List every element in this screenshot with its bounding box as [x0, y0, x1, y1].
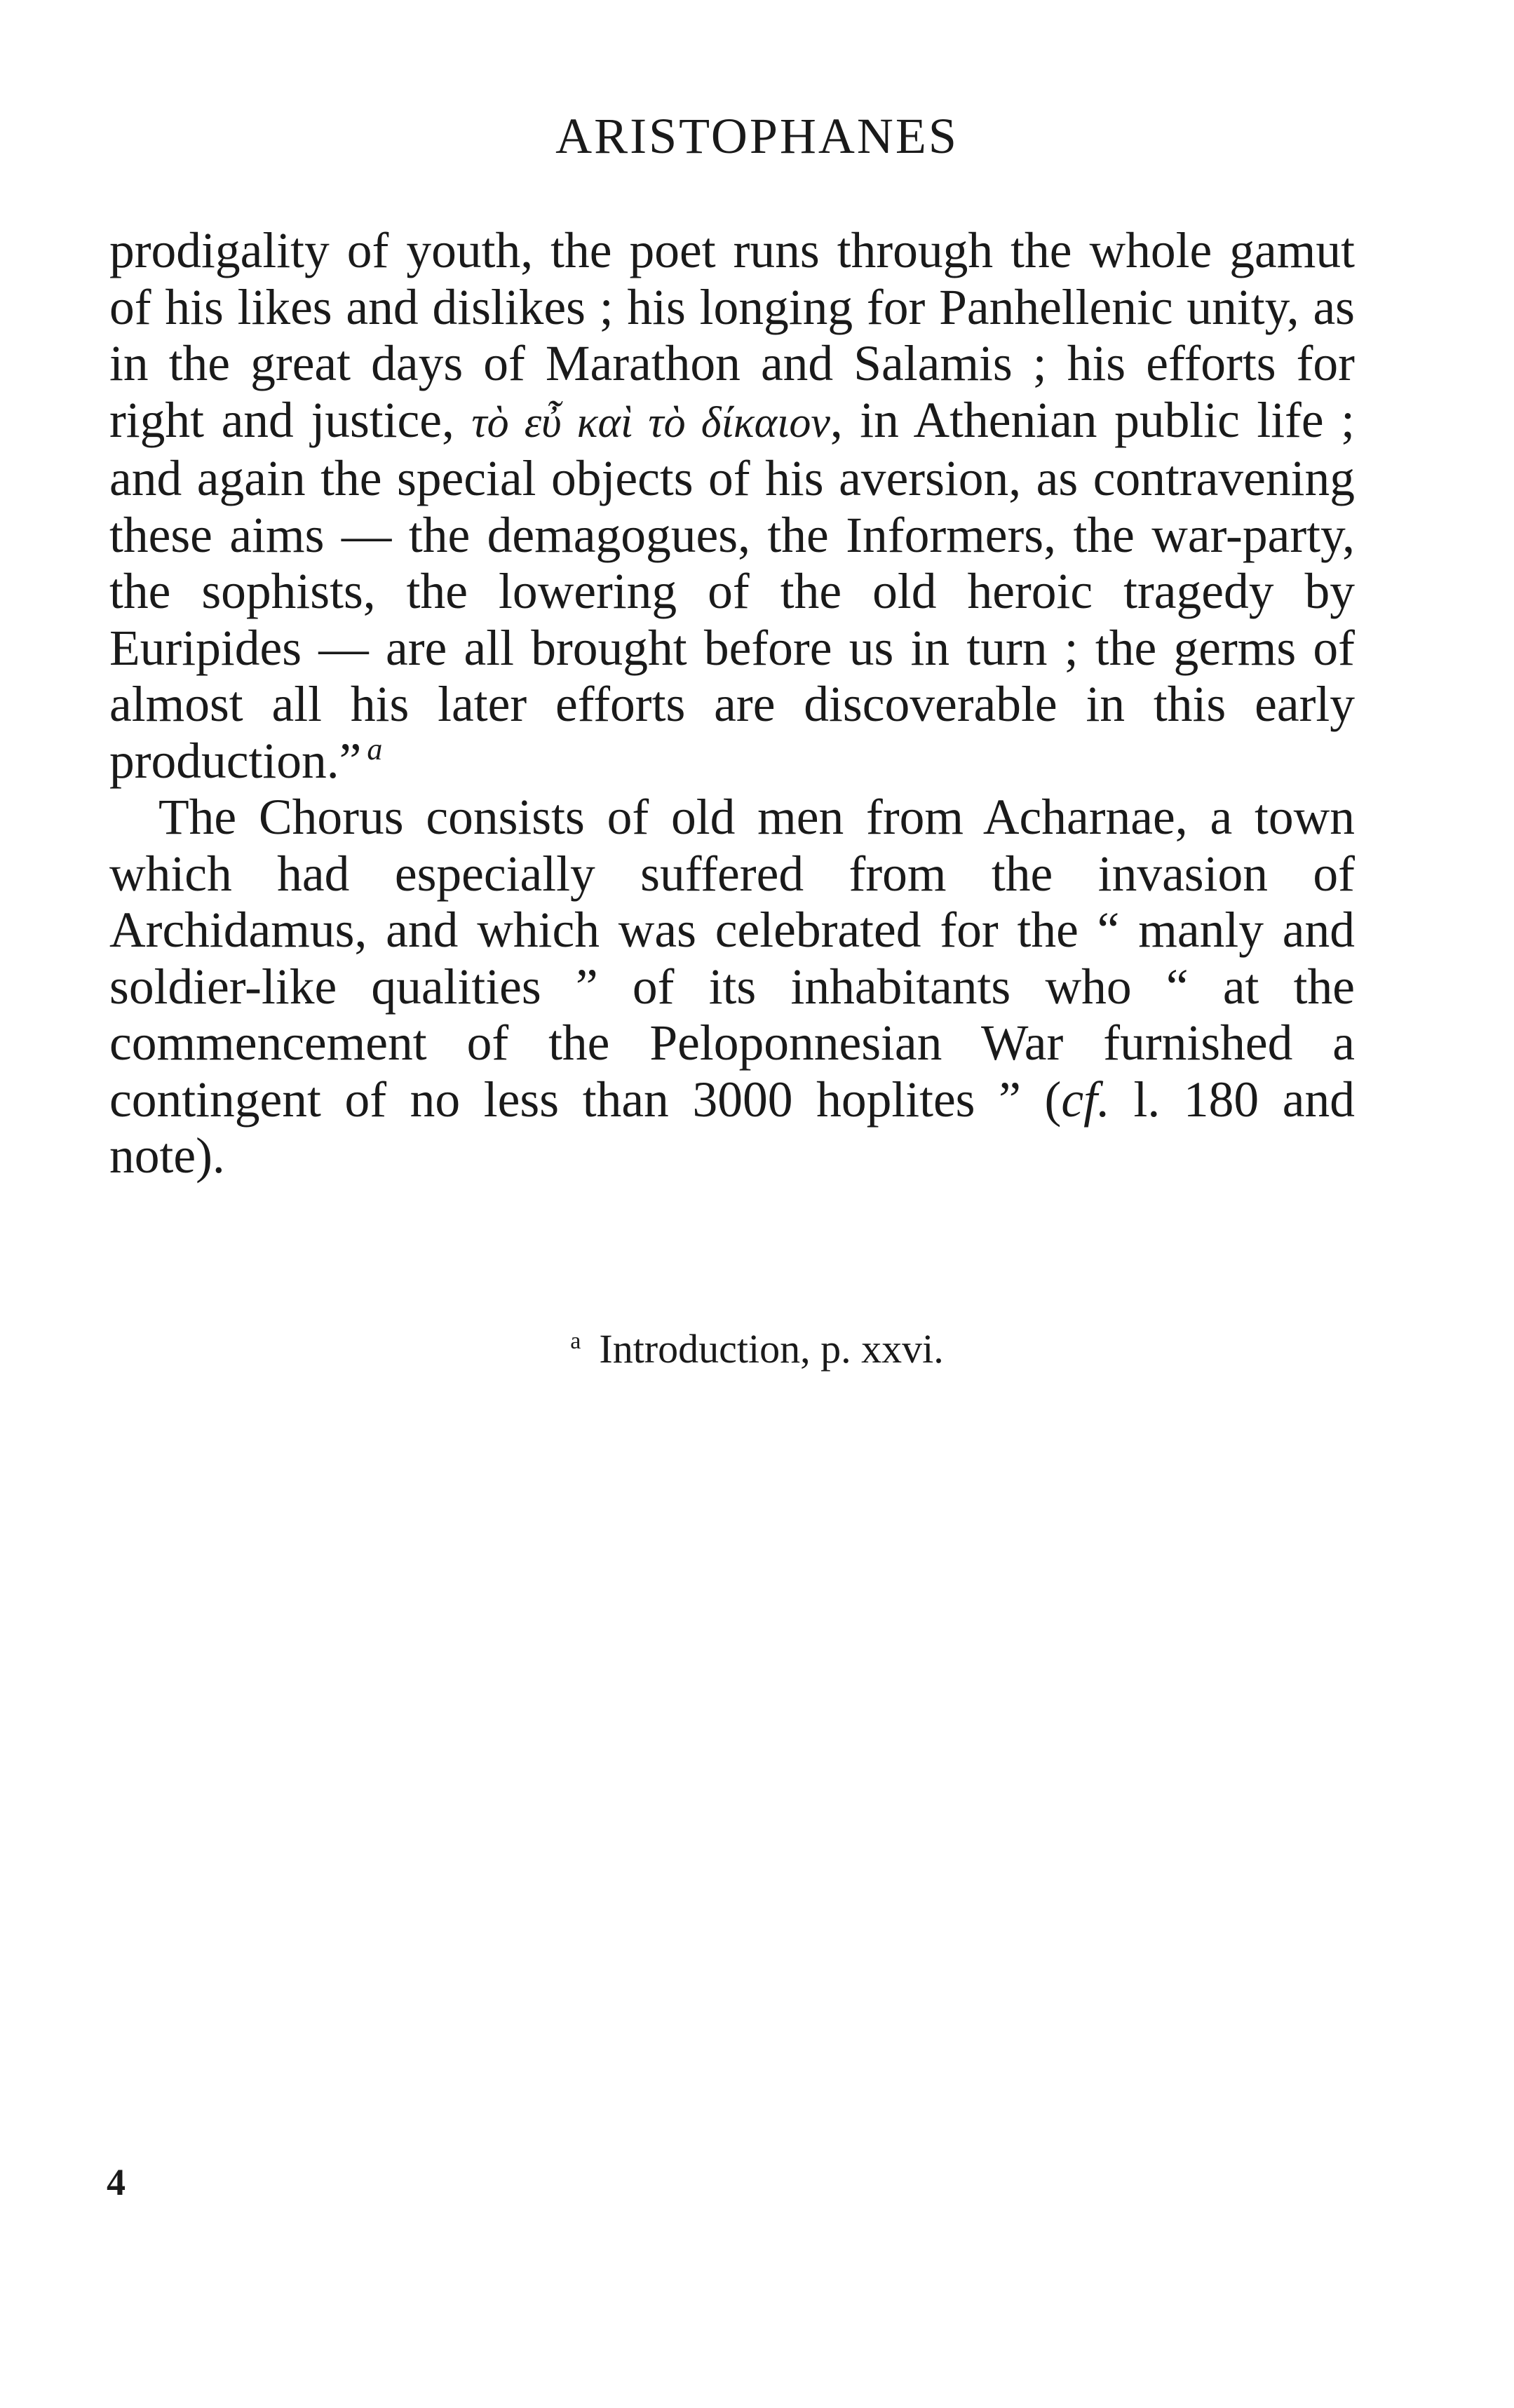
footnote-reference: a: [367, 731, 383, 766]
paragraph-1-text-a: prodigality of youth, the poet runs through the whole gamut of his likes and dislikes ; his longing for Panhellenic unity, as in the great days of Marathon and Salamis ; his efforts for right and justice,: [109, 223, 1355, 448]
paragraph-1: [109, 223, 1355, 790]
paragraph-2-text-b: l. 180 and note).: [109, 1071, 1355, 1184]
paragraph-2-text-a: The Chorus consists of old men from Acharnae, a town which had especially suffered from the invasion of Archidamus, and which was celebrated for the “ manly and soldier-like qualities ” of its inhabitants who “ at the commencement of the Peloponnesian War furnished a contingent of no less than 3000 hoplites ” (: [109, 790, 1355, 1128]
footnote-text: Introduction, p. xxvi.: [599, 1326, 944, 1372]
running-head: ARISTOPHANES: [555, 108, 959, 164]
cf-abbreviation: cf.: [1061, 1071, 1110, 1128]
footnote-mark: a: [570, 1328, 581, 1354]
greek-phrase: τὸ εὖ καὶ τὸ δίκαιον: [471, 398, 830, 447]
paragraph-1-text-b: , in Athenian public life ; and again the special objects of his aversion, as contravening these aims — the demagogues, the Informers, the war-party, the sophists, the lowering of the old heroic tragedy by Euripides — are all brought before us in turn ; the germs of almost all his later efforts are discoverable in this early production.”: [109, 392, 1355, 789]
paragraph-2: [109, 790, 1355, 1185]
footnote: [0, 1326, 1514, 1372]
page-number: 4: [107, 2161, 126, 2203]
body-text: [109, 223, 1355, 1185]
